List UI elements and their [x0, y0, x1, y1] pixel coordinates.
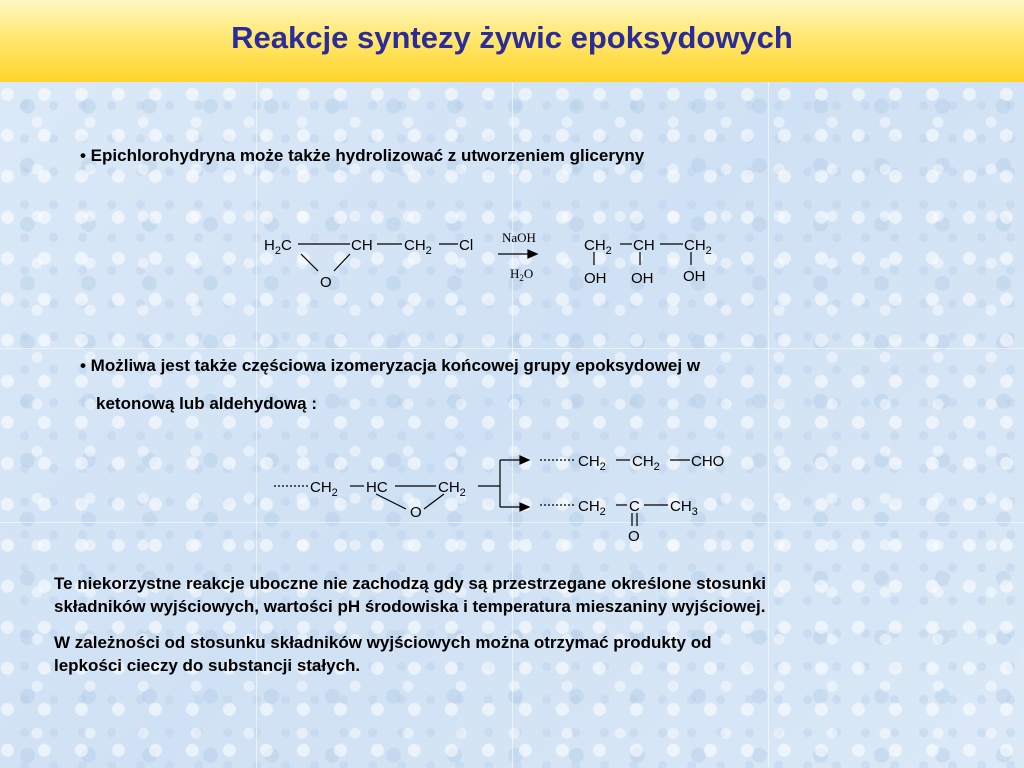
bullet-hydrolysis: • Epichlorohydryna może także hydrolizować z utworzeniem gliceryny [80, 146, 645, 165]
bond [376, 494, 406, 509]
atom-ch2: $CH_2$ [684, 237, 712, 257]
reagent-water: $H_2O$ [510, 266, 534, 283]
atom-cl: Cl [459, 237, 474, 254]
bullet-isomerization-continued: ketonową lub aldehydową : [96, 394, 318, 413]
atom-oh: OH [683, 268, 706, 285]
paragraph-line: lepkości cieczy do substancji stałych. [54, 656, 361, 675]
paragraph-side-reactions [54, 572, 766, 618]
atom-o: O [628, 528, 640, 545]
atom-c: C [629, 498, 640, 515]
atom-ch2: $CH_2$ [310, 479, 338, 499]
atom-oh: OH [631, 270, 654, 287]
atom-ch: CH [351, 237, 373, 254]
arrow-head [520, 503, 529, 511]
atom-ch: CH [633, 237, 655, 254]
atom-ch3: $CH_3$ [670, 498, 698, 518]
paragraph-line: W zależności od stosunku składników wyjściowych można otrzymać produkty od [54, 633, 712, 652]
atom-oh: OH [584, 270, 607, 287]
atom-o: O [410, 504, 422, 521]
atom-hc: HC [366, 479, 388, 496]
atom-ch2: $CH_2$ [632, 453, 660, 473]
slide-title: Reakcje syntezy żywic epoksydowych [231, 20, 793, 55]
reagent-naoh: NaOH [502, 230, 536, 245]
arrow-head [520, 456, 529, 464]
atom-ch2: $CH_2$ [578, 453, 606, 473]
paragraph-line: Te niekorzystne reakcje uboczne nie zachodzą gdy są przestrzegane określone stosunki [54, 574, 767, 593]
atom-o: O [320, 274, 332, 291]
bullet-isomerization: • Możliwa jest także częściowa izomeryzacja końcowej grupy epoksydowej w [80, 356, 701, 375]
paragraph-line: składników wyjściowych, wartości pH środowiska i temperatura mieszaniny wyjściowej. [54, 597, 766, 616]
bond [424, 494, 444, 509]
atom-h2c: $H_2C$ [264, 237, 292, 257]
atom-cho: CHO [691, 453, 725, 470]
atom-ch2: $CH_2$ [584, 237, 612, 257]
paragraph-products [54, 631, 711, 677]
atom-ch2: $CH_2$ [438, 479, 466, 499]
atom-ch2: $CH_2$ [578, 498, 606, 518]
atom-ch2: $CH_2$ [404, 237, 432, 257]
